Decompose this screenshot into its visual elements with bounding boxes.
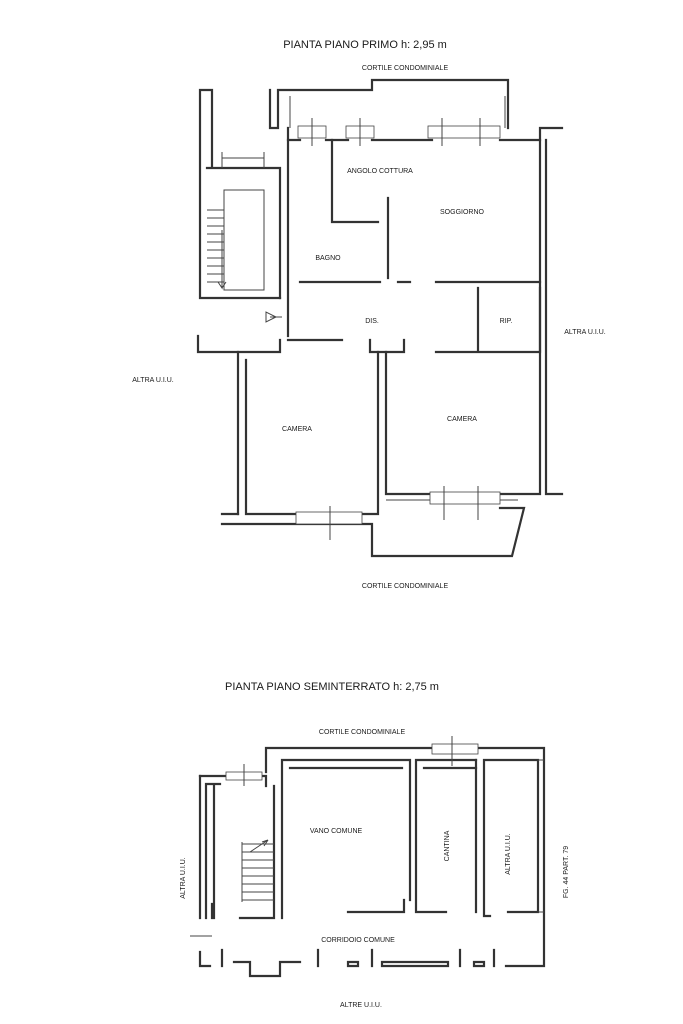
courtyard-bottom-label: CORTILE CONDOMINIALE bbox=[361, 583, 449, 590]
others-bottom-label: ALTRE U.I.U. bbox=[340, 1002, 382, 1009]
room-cellar-label: CANTINA bbox=[444, 830, 451, 862]
cadastral-reference: FG. 44 PART. 79 bbox=[563, 845, 570, 899]
neighbor-right-label: ALTRA U.I.U. bbox=[564, 329, 606, 336]
room-hall-label: DIS. bbox=[365, 318, 379, 325]
stairwell bbox=[200, 90, 280, 298]
first-floor-title: PIANTA PIANO PRIMO h: 2,95 m bbox=[283, 39, 447, 51]
neighbor-inner-label: ALTRA U.I.U. bbox=[505, 833, 512, 875]
basement-plan bbox=[180, 681, 570, 1009]
basement-title: PIANTA PIANO SEMINTERRATO h: 2,75 m bbox=[225, 681, 439, 693]
basement-stairs bbox=[242, 840, 274, 902]
room-common-label: VANO COMUNE bbox=[309, 828, 363, 835]
room-bath-label: BAGNO bbox=[315, 255, 341, 262]
neighbor-left-label: ALTRA U.I.U. bbox=[132, 377, 174, 384]
room-storage-label: RIP. bbox=[499, 318, 513, 325]
basement-courtyard-label: CORTILE CONDOMINIALE bbox=[318, 729, 406, 736]
courtyard-boundary-top bbox=[270, 80, 508, 128]
room-bedroom-left-label: CAMERA bbox=[282, 426, 312, 433]
room-bedroom-right-label: CAMERA bbox=[447, 416, 477, 423]
room-kitchen-label: ANGOLO COTTURA bbox=[347, 168, 413, 175]
courtyard-top-label: CORTILE CONDOMINIALE bbox=[361, 65, 449, 72]
first-floor-plan bbox=[132, 39, 606, 590]
entrance-arrow-icon bbox=[266, 312, 282, 322]
first-floor-windows bbox=[296, 118, 500, 540]
room-corridor-label: CORRIDOIO COMUNE bbox=[321, 937, 395, 944]
apartment-walls bbox=[198, 128, 562, 556]
room-living-label: SOGGIORNO bbox=[440, 209, 484, 216]
basement-neighbor-left-label: ALTRA U.I.U. bbox=[180, 857, 187, 899]
